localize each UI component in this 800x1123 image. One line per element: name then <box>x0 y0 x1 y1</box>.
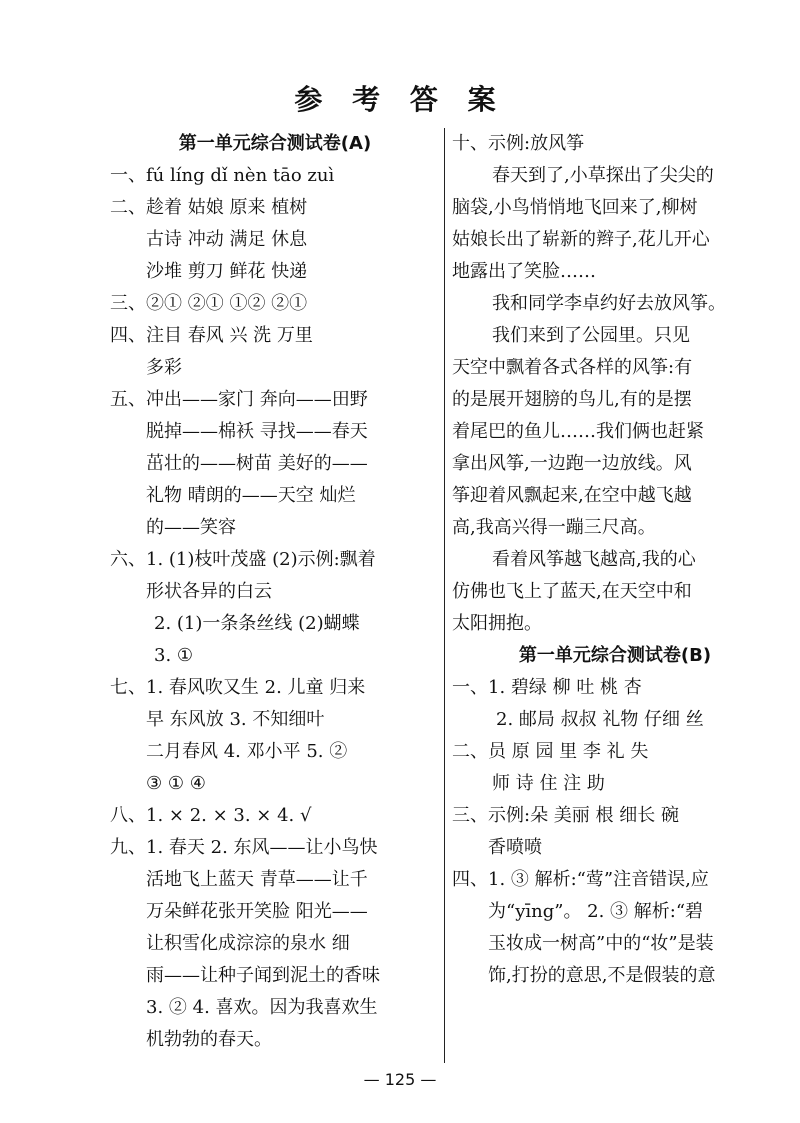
essay-line: 拿出风筝,一边跑一边放线。风 <box>452 453 692 474</box>
answer-8: 八、1. × 2. × 3. × 4. √ <box>110 805 312 826</box>
column-divider <box>444 128 445 1063</box>
answer-5-line: 的——笑容 <box>146 517 236 538</box>
answer-6-line: 2. (1)一条条丝线 (2)蝴蝶 <box>154 613 360 634</box>
essay-line: 姑娘长出了崭新的辫子,花儿开心 <box>452 229 710 250</box>
answer-b2: 二、员 原 园 里 李 礼 失 <box>452 741 649 762</box>
answer-b2-line: 师 诗 住 注 助 <box>492 773 605 794</box>
essay-line: 我和同学李卓约好去放风筝。 <box>492 293 726 314</box>
left-column <box>110 128 440 1056</box>
essay-line: 看着风筝越飞越高,我的心 <box>492 549 696 570</box>
essay-line: 春天到了,小草探出了尖尖的 <box>492 165 714 186</box>
answer-9-line: 活地飞上蓝天 青草——让千 <box>146 869 368 890</box>
answer-2-line: 古诗 冲动 满足 休息 <box>146 229 308 250</box>
answer-7: 七、1. 春风吹又生 2. 儿童 归来 <box>110 677 366 698</box>
answer-b3-line: 香喷喷 <box>488 837 542 858</box>
essay-line: 的是展开翅膀的鸟儿,有的是摆 <box>452 389 692 410</box>
answer-7-line: 早 东风放 3. 不知细叶 <box>146 709 325 730</box>
page-number: — 125 — <box>363 1070 437 1089</box>
essay-line: 地露出了笑脸…… <box>452 261 596 282</box>
answer-6: 六、1. (1)枝叶茂盛 (2)示例:飘着 <box>110 549 376 570</box>
page-title: 参 考 答 案 <box>294 83 506 116</box>
answer-9-line: 让积雪化成淙淙的泉水 细 <box>146 933 350 954</box>
answer-5-line: 礼物 晴朗的——天空 灿烂 <box>146 485 356 506</box>
answer-6-line: 形状各异的白云 <box>146 581 272 602</box>
answer-9-line: 机勃勃的春天。 <box>146 1029 272 1050</box>
answer-5: 五、冲出——家门 奔向——田野 <box>110 389 368 410</box>
answer-4-line: 多彩 <box>146 357 182 378</box>
answer-9-line: 3. ② 4. 喜欢。因为我喜欢生 <box>146 997 378 1018</box>
essay-line: 我们来到了公园里。只见 <box>492 325 690 346</box>
answer-b4-line: 玉妆成一树高”中的“妆”是装 <box>488 933 714 954</box>
answer-6-line: 3. ① <box>154 645 194 666</box>
answer-9-line: 万朵鲜花张开笑脸 阳光—— <box>146 901 368 922</box>
right-column <box>452 128 778 992</box>
answer-b1: 一、1. 碧绿 柳 吐 桃 杏 <box>452 677 642 698</box>
answer-b3: 三、示例:朵 美丽 根 细长 碗 <box>452 805 679 826</box>
answer-4: 四、注目 春风 兴 洗 万里 <box>110 325 313 346</box>
answer-2-line: 沙堆 剪刀 鲜花 快递 <box>146 261 308 282</box>
essay-line: 仿佛也飞上了蓝天,在天空中和 <box>452 581 692 602</box>
essay-line: 高,我高兴得一蹦三尺高。 <box>452 517 656 538</box>
answer-5-line: 茁壮的——树苗 美好的—— <box>146 453 368 474</box>
answer-b4-line: 为“yīng”。 2. ③ 解析:“碧 <box>488 901 704 922</box>
essay-line: 筝迎着风飘起来,在空中越飞越 <box>452 485 692 506</box>
answer-b4-line: 饰,打扮的意思,不是假装的意 <box>488 965 716 986</box>
essay-line: 脑袋,小鸟悄悄地飞回来了,柳树 <box>452 197 698 218</box>
answer-5-line: 脱掉——棉袄 寻找——春天 <box>146 421 368 442</box>
section-title-a: 第一单元综合测试卷(A) <box>178 133 372 154</box>
answer-7-line: 二月春风 4. 邓小平 5. ② <box>146 741 348 762</box>
answer-10: 十、示例:放风筝 <box>452 133 585 154</box>
answer-b4: 四、1. ③ 解析:“莺”注音错误,应 <box>452 869 709 890</box>
answer-1: 一、fú líng dǐ nèn tāo zuì <box>110 165 335 186</box>
answer-3: 三、②① ②① ①② ②① <box>110 293 308 314</box>
essay-line: 太阳拥抱。 <box>452 613 542 634</box>
essay-line: 天空中飘着各式各样的风筝:有 <box>452 357 693 378</box>
answer-7-line: ③ ① ④ <box>146 773 206 794</box>
section-title-b: 第一单元综合测试卷(B) <box>518 645 712 666</box>
answer-b1-line: 2. 邮局 叔叔 礼物 仔细 丝 <box>496 709 704 730</box>
answer-9: 九、1. 春天 2. 东风——让小鸟快 <box>110 837 378 858</box>
answer-9-line: 雨——让种子闻到泥土的香味 <box>146 965 380 986</box>
essay-line: 着尾巴的鱼儿……我们俩也赶紧 <box>452 421 704 442</box>
answer-2: 二、趁着 姑娘 原来 植树 <box>110 197 308 218</box>
